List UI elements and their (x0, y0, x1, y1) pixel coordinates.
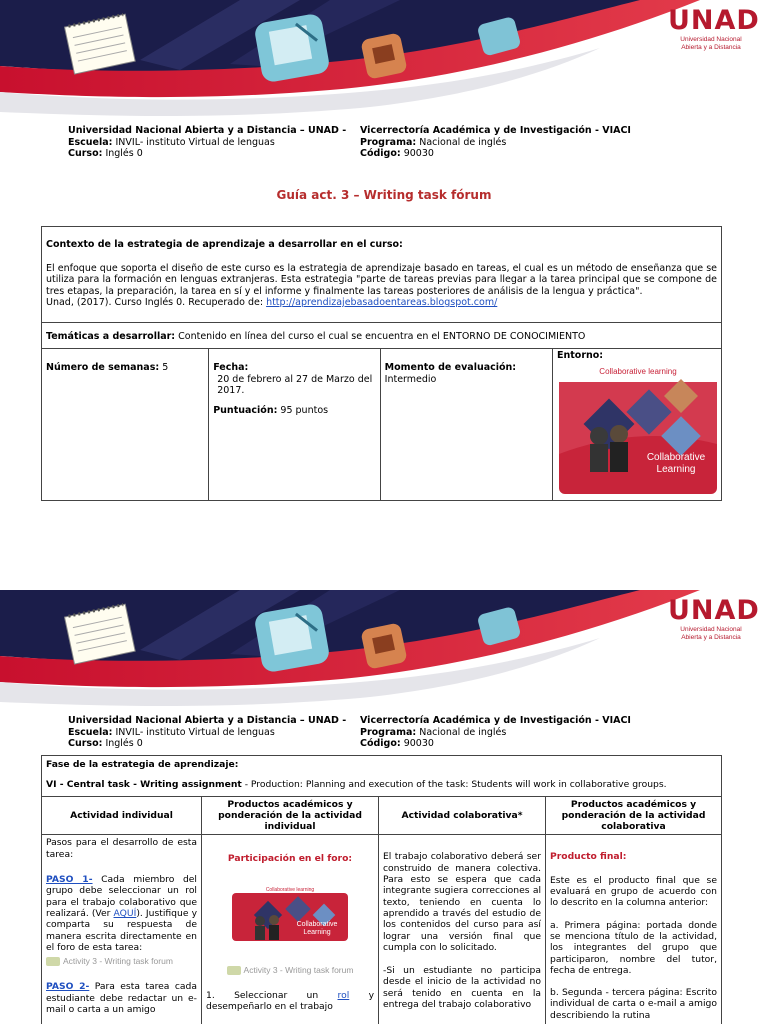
item-1-text-a: 1. Seleccionar un (206, 990, 338, 1002)
date-label: Fecha: (213, 362, 249, 373)
collaborative-learning-thumbnail (232, 885, 348, 941)
aqui-link[interactable]: AQUÍ (113, 907, 137, 919)
rol-link[interactable]: rol (337, 990, 350, 1002)
school-label-2: Escuela: (68, 726, 113, 738)
context-cell (42, 227, 722, 323)
col-individual-products: Productos académicos y ponderación de la actividad individual (202, 796, 379, 835)
course-label: Curso: (68, 148, 103, 159)
phase-cell (42, 756, 722, 797)
environment-image-title: Collaborative learning (599, 366, 677, 376)
course-value: Inglés 0 (105, 148, 143, 159)
course-value-2: Inglés 0 (105, 738, 143, 749)
paso-2 (46, 981, 197, 1015)
collaborative-learning-image (559, 364, 717, 494)
score-value: 95 puntos (280, 404, 329, 416)
phase-vi-value: - Production: Planning and execution of the task: Students will work in collaborative groups. (244, 779, 667, 791)
context-citation (46, 297, 717, 309)
code-value: 90030 (403, 148, 434, 159)
vice-label: Vicerrectoría Académica y de Investigación - VIACI (360, 125, 631, 136)
program-value-2: Nacional de inglés (419, 726, 507, 738)
col-collaborative-products: Productos académicos y ponderación de la actividad colaborativa (546, 796, 722, 835)
header-banner (0, 0, 768, 120)
weeks-value: 5 (162, 362, 169, 373)
paso-1-link[interactable]: PASO 1- (46, 874, 93, 886)
col-individual: Actividad individual (42, 796, 202, 835)
citation-link[interactable]: http://aprendizajebasadoentareas.blogspot.com/ (266, 297, 498, 308)
forum-participation-heading: Participación en el foro: (227, 853, 353, 865)
phase-label: Fase de la estrategia de aprendizaje: (46, 759, 239, 770)
logo-line-2: Abierta y a Distancia (681, 44, 741, 51)
logo-mark-2: UNAD (668, 595, 760, 626)
program-label-2: Programa: (360, 726, 417, 738)
school-label: Escuela: (68, 136, 113, 148)
program-label: Programa: (360, 136, 417, 148)
environment-cell (553, 349, 722, 501)
paso-2-link[interactable]: PASO 2- (46, 981, 90, 993)
topics-cell (42, 323, 722, 349)
weeks-label: Número de semanas: (46, 362, 160, 373)
topics-value: Contenido en línea del curso el cual se encuentra en el ENTORNO DE CONOCIMIENTO (178, 331, 586, 342)
logo-line-2-2: Abierta y a Distancia (681, 634, 741, 641)
final-product-heading: Producto final: (550, 851, 627, 863)
paso-1-end: ). Justifique y comparta su respuesta de manera escrita directamente en el foro de esta tarea: (46, 907, 197, 953)
col-collaborative: Actividad colaborativa* (379, 796, 546, 835)
item-1-text-b: y desempeñarlo en el trabajo (206, 990, 375, 1013)
date-value: 20 de febrero al 27 de Marzo del 2017. (217, 373, 373, 396)
school-value: INVIL- instituto Virtual de lenguas (115, 136, 275, 148)
environment-label: Entorno: (557, 350, 604, 361)
forum-icon-2 (227, 966, 241, 975)
thumbnail-caption-1: Collaborative (296, 920, 338, 928)
product-item-1 (206, 990, 374, 1013)
course-label-2: Curso: (68, 738, 103, 749)
activity-forum-label-1: Activity 3 - Writing task forum (63, 956, 173, 967)
collaborative-paragraph-1: El trabajo colaborativo deberá ser construido de manera colectiva. Para esto se espera que cada integrante sugiera correcciones al texto, teniendo en cuenta lo aprendido a través del estudio de los contenidos del curso para así lograr una versión final que cumpla con lo solicitado. (383, 851, 541, 953)
individual-intro: Pasos para el desarrollo de esta tarea: (46, 837, 197, 860)
environment-caption-2: Learning (656, 463, 696, 475)
activities-table (41, 755, 722, 1024)
citation-text: Unad, (2017). Curso Inglés 0. Recuperado de: (46, 297, 264, 308)
institution-left (68, 125, 346, 160)
topics-label: Temáticas a desarrollar: (46, 331, 176, 342)
code-label-2: Código: (360, 738, 401, 749)
university-label-2: Universidad Nacional Abierta y a Distancia – UNAD - (68, 715, 347, 726)
date-cell (209, 349, 380, 501)
collaborative-products-cell (546, 835, 722, 1024)
moment-value: Intermedio (384, 373, 437, 385)
institution-right (360, 125, 631, 160)
unad-logo-2 (668, 595, 760, 642)
collaborative-paragraph-2: -Si un estudiante no participa desde el inicio de la actividad no será tenido en cuenta en la entrega del trabajo colaborativo (383, 965, 541, 1011)
course-info-table (41, 226, 722, 501)
individual-cell (42, 835, 202, 1024)
final-product-paragraph-2: a. Primera página: portada donde se menciona título de la actividad, los integrantes del grupo que participaron, nombre del tutor, fecha de entrega. (550, 919, 717, 976)
paso-1-text: Cada miembro del grupo debe seleccionar un rol para el trabajo colaborativo que realizará. (Ver (46, 874, 197, 919)
vice-label-2: Vicerrectoría Académica y de Investigación - VIACI (360, 715, 631, 726)
paso-2-text: Para esta tarea cada estudiante debe redactar un e-mail o carta a un amigo (46, 981, 197, 1016)
weeks-cell (42, 349, 209, 501)
institution-left-2 (68, 715, 346, 750)
school-value-2: INVIL- instituto Virtual de lenguas (115, 726, 275, 738)
paso-1 (46, 874, 197, 953)
document-title: Guía act. 3 – Writing task fórum (276, 188, 492, 202)
logo-mark: UNAD (668, 5, 760, 36)
logo-line-1-2: Universidad Nacional (680, 626, 742, 633)
context-body: El enfoque que soporta el diseño de este curso es la estrategia de aprendizaje basado en tareas, el cual es un método de enseñanza que se utiliza para la formación en lenguas extranjeras. Esta estrategia "parte de tareas previas para llegar a la tarea principal que se compone de tres etapas, la preparación, la tarea en sí y el informe y finalmente las tareas posteriores de análisis de la lengua y práctica". (46, 262, 717, 297)
code-value-2: 90030 (403, 738, 434, 749)
moment-label: Momento de evaluación: (384, 362, 517, 373)
activity-forum-link-2[interactable] (206, 965, 374, 976)
context-heading: Contexto de la estrategia de aprendizaje a desarrollar en el curso: (46, 239, 403, 250)
institution-right-2 (360, 715, 631, 750)
environment-caption-1: Collaborative (646, 451, 706, 463)
moment-cell (380, 349, 552, 501)
header-banner-2 (0, 590, 768, 710)
collaborative-cell (379, 835, 546, 1024)
thumbnail-title: Collaborative learning (265, 886, 315, 893)
activity-forum-link-1[interactable] (46, 956, 197, 967)
forum-icon (46, 957, 60, 966)
document-page-2 (0, 590, 768, 1024)
unad-logo (668, 5, 760, 52)
university-label: Universidad Nacional Abierta y a Distancia – UNAD - (68, 125, 347, 136)
score-label: Puntuación: (213, 404, 278, 416)
final-product-paragraph-3: b. Segunda - tercera página: Escrito individual de carta o e-mail a amigo describiendo la rutina (550, 987, 717, 1021)
final-product-paragraph-1: Este es el producto final que se evaluará en grupo de acuerdo con lo descrito en la columna anterior: (550, 874, 717, 909)
program-value: Nacional de inglés (419, 136, 507, 148)
thumbnail-caption-2: Learning (303, 928, 331, 936)
code-label: Código: (360, 148, 401, 159)
individual-products-cell (202, 835, 379, 1024)
activity-forum-label-2: Activity 3 - Writing task forum (243, 964, 354, 975)
phase-vi-label: VI - Central task - Writing assignment (46, 779, 242, 791)
logo-line-1: Universidad Nacional (680, 36, 742, 43)
